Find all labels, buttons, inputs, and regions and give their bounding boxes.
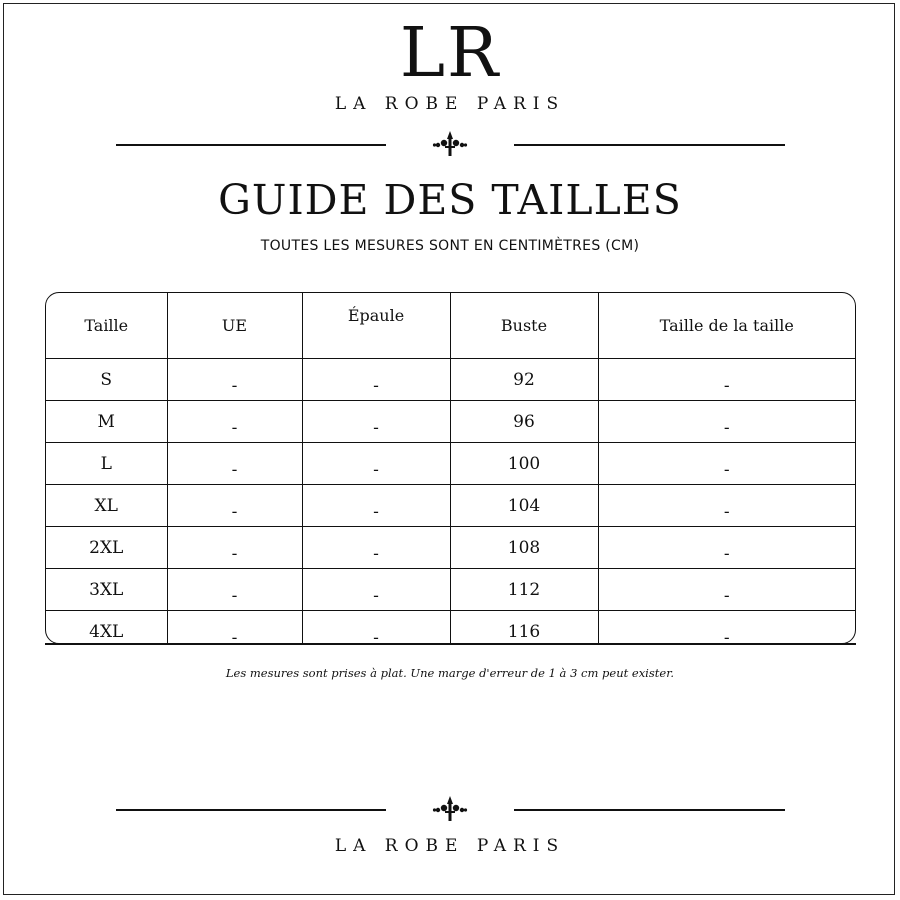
table-cell: - [598, 443, 855, 485]
table-header-row [46, 293, 855, 359]
table-underline [45, 643, 856, 645]
table-cell: 104 [450, 485, 598, 527]
table-cell: - [302, 527, 450, 569]
page-title: GUIDE DES TAILLES [218, 176, 682, 224]
table-cell: 2XL [46, 527, 167, 569]
table-cell: - [302, 485, 450, 527]
table-cell: 100 [450, 443, 598, 485]
fleur-de-lis-icon [432, 130, 468, 158]
divider-line-left [116, 144, 386, 146]
size-table [45, 292, 856, 644]
table-cell: - [167, 527, 302, 569]
table-cell: 112 [450, 569, 598, 611]
table-row [46, 611, 855, 645]
table-cell: - [598, 359, 855, 401]
table-cell: M [46, 401, 167, 443]
logo: LR [399, 14, 501, 93]
table-cell: - [167, 443, 302, 485]
ornament-divider-bottom [0, 795, 900, 825]
table-cell: - [302, 569, 450, 611]
table-cell: 108 [450, 527, 598, 569]
table-cell: 92 [450, 359, 598, 401]
table-cell: - [167, 611, 302, 645]
column-header: Buste [450, 293, 598, 359]
column-header: Taille de la taille [598, 293, 855, 359]
table-cell: 3XL [46, 569, 167, 611]
table-cell: - [598, 569, 855, 611]
column-header: Taille [46, 293, 167, 359]
table-cell: - [598, 611, 855, 645]
measurement-note: Les mesures sont prises à plat. Une marge d'erreur de 1 à 3 cm peut exister. [225, 666, 675, 680]
table-row [46, 527, 855, 569]
table-cell: - [302, 611, 450, 645]
table-cell: - [302, 443, 450, 485]
table-cell: - [167, 359, 302, 401]
table-row [46, 443, 855, 485]
table-cell: 4XL [46, 611, 167, 645]
divider-line-left [116, 809, 386, 811]
table-cell: - [167, 485, 302, 527]
page-subtitle: TOUTES LES MESURES SONT EN CENTIMÈTRES (CM) [260, 238, 640, 254]
table-cell: - [302, 359, 450, 401]
table-cell: - [167, 401, 302, 443]
table-cell: - [598, 485, 855, 527]
table-cell: - [598, 527, 855, 569]
column-header: Épaule [302, 293, 450, 359]
divider-line-right [514, 809, 785, 811]
table-row [46, 359, 855, 401]
ornament-divider-top [0, 130, 900, 160]
table-cell: 96 [450, 401, 598, 443]
fleur-de-lis-icon [432, 795, 468, 823]
table-cell: 116 [450, 611, 598, 645]
divider-line-right [514, 144, 785, 146]
column-header: UE [167, 293, 302, 359]
table-cell: - [302, 401, 450, 443]
brand-name: LA ROBE PARIS [334, 94, 566, 114]
table-cell: L [46, 443, 167, 485]
table-row [46, 569, 855, 611]
table-cell: XL [46, 485, 167, 527]
table-cell: S [46, 359, 167, 401]
table-row [46, 485, 855, 527]
footer-brand-name: LA ROBE PARIS [334, 836, 566, 856]
table-row [46, 401, 855, 443]
table-cell: - [598, 401, 855, 443]
table-cell: - [167, 569, 302, 611]
